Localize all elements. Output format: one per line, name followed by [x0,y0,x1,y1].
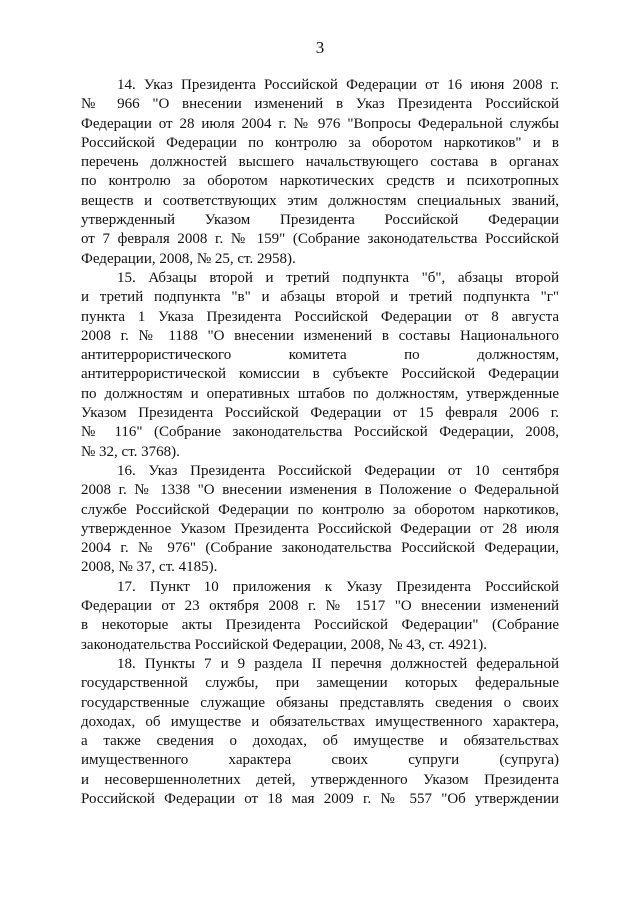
text-line: утвержденное Указом Президента Российской Федерации от 28 июля [81,520,559,537]
text-line: по контролю за оборотом наркотических средств и психотропных [81,173,559,190]
text-line: 14. Указ Президента Российской Федерации от 16 июня 2008 г. [117,77,559,93]
paragraph-15 [81,269,559,462]
text-line: по должностям и оперативных штабов по должностям, утвержденные [81,385,559,402]
text-line: 2008 г. № 1188 "О внесении изменений в составы Национального [81,327,559,344]
text-line: Федерации от 23 октября 2008 г. № 1517 "О внесении изменений [81,598,559,615]
text-line: в некоторые акты Президента Российской Федерации" (Собрание [81,617,559,634]
text-line: законодательства Российской Федерации, 2008, № 43, ст. 4921). [81,636,488,653]
text-line: № 32, ст. 3768). [81,443,180,460]
text-line: и несовершеннолетних детей, утвержденного Указом Президента [81,771,559,788]
text-line: 2008, № 37, ст. 4185). [81,559,218,576]
text-line: и третий подпункта "в" и абзацы второй и третий подпункта "г" [81,289,559,306]
text-line: 16. Указ Президента Российской Федерации от 10 сентября [117,462,559,479]
text-line: антитеррористического комитета по должностям, [81,347,559,364]
text-line: пункта 1 Указа Президента Российской Федерации от 8 августа [81,308,559,325]
text-line: государственной службы, при замещении которых федеральные [81,675,559,692]
paragraph-16 [81,462,559,578]
text-line: 2008 г. № 1338 "О внесении изменения в Положение о Федеральной [81,482,559,499]
text-line: государственные служащие обязаны представлять сведения о своих [81,694,559,711]
text-line: доходах, об имуществе и обязательствах имущественного характера, [81,713,559,730]
text-line: № 966 "О внесении изменений в Указ Президента Российской [81,96,559,113]
text-line: Указом Президента Российской Федерации от 15 февраля 2006 г. [81,405,559,422]
text-line: 18. Пункты 7 и 9 раздела II перечня должностей федеральной [117,655,559,672]
text-line: службе Российской Федерации по контролю за оборотом наркотиков, [81,501,559,518]
text-line: Федерации, 2008, № 25, ст. 2958). [81,250,296,267]
text-line: веществ и соответствующих этим должностям специальных званий, [81,192,559,209]
text-line: Российской Федерации от 18 мая 2009 г. № 557 "Об утверждении [81,790,559,807]
text-line: перечень должностей высшего начальствующего состава в органах [81,154,559,171]
paragraph-17 [81,578,559,655]
text-line: от 7 февраля 2008 г. № 159" (Собрание законодательства Российской [81,231,559,248]
text-line: утвержденный Указом Президента Российской Федерации [81,212,559,229]
text-line: № 116" (Собрание законодательства Российской Федерации, 2008, [81,424,559,441]
text-line: антитеррористической комиссии в субъекте Российской Федерации [81,366,559,383]
text-line: Федерации от 28 июля 2004 г. № 976 "Вопросы Федеральной службы [81,115,559,132]
text-line: имущественного характера своих супруги (супруга) [81,752,559,769]
page-number: 3 [315,38,325,57]
document-body [81,76,559,809]
paragraph-14 [81,76,559,269]
paragraph-18 [81,655,559,809]
text-line: а также сведения о доходах, об имуществе и обязательствах [81,733,559,750]
text-line: Российской Федерации по контролю за оборотом наркотиков" и в [81,134,559,151]
text-line: 15. Абзацы второй и третий подпункта "б", абзацы второй [117,269,559,286]
text-line: 17. Пункт 10 приложения к Указу Президента Российской [117,578,559,595]
text-line: 2004 г. № 976" (Собрание законодательства Российской Федерации, [81,540,559,557]
